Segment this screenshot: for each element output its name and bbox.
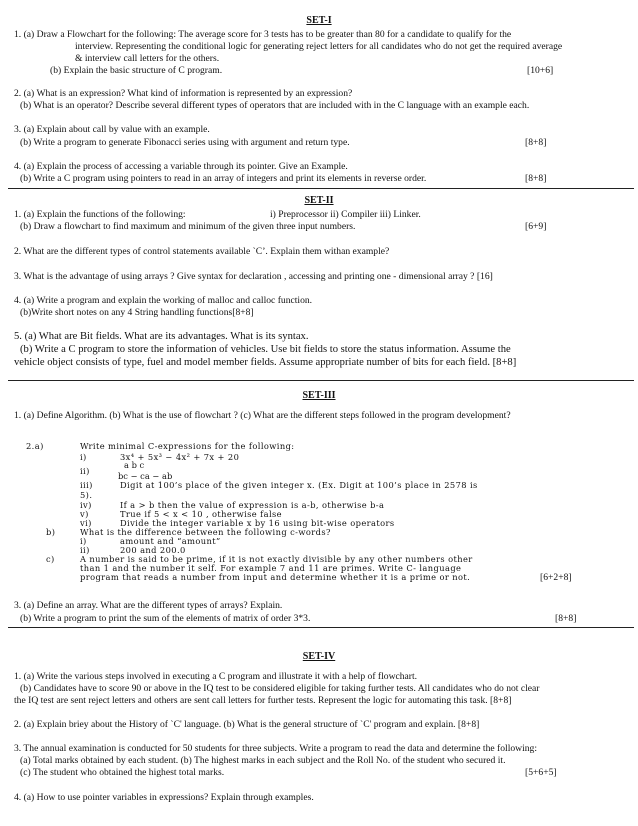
set-1-q1a-line-2: interview. Representing the conditional logic for generating reject letters for all candidates who do not get the required average [75, 41, 563, 52]
set-3-q2-vi-num: vi) [80, 518, 92, 528]
set-3-q2c-line-1: A number is said to be prime, if it is not exactly divisible by any other numbers other [80, 554, 473, 564]
set-2-heading: SET-II [304, 195, 334, 206]
set-2-q1b: (b) Draw a flowchart to find maximum and minimum of the given three input numbers. [20, 221, 356, 232]
set-4-q4: 4. (a) How to use pointer variables in expressions? Explain through examples. [14, 792, 314, 803]
section-divider [8, 188, 634, 189]
set-3-q2c-line-3: program that reads a number from input and determine whether it is a prime or not. [80, 572, 471, 582]
set-3-q2-v-num: v) [80, 509, 89, 519]
set-3-q2-vi: Divide the integer variable x by 16 using bit-wise operators [120, 518, 395, 528]
set-3-q2c-line-2: than 1 and the number it self. For example 7 and 11 are primes. Write C- language [80, 563, 462, 573]
set-3-q2b-i: amount and “amount” [120, 536, 221, 546]
set-3-q2b-ii: 200 and 200.0 [120, 545, 186, 555]
set-1-heading: SET-I [306, 15, 332, 26]
set-1-q4-marks: [8+8] [525, 173, 547, 184]
set-2-q1a-items: i) Preprocessor ii) Compiler iii) Linker. [270, 209, 421, 220]
set-2-q1-marks: [6+9] [525, 221, 547, 232]
set-1-q4b: (b) Write a C program using pointers to read in an array of integers and print its elements in reverse order. [20, 173, 427, 184]
set-1-q3a: 3. (a) Explain about call by value with an example. [14, 124, 210, 135]
set-1-q2b: (b) What is an operator? Describe several different types of operators that are included with in the C language with an example each. [20, 100, 530, 111]
set-3-q2-v: True if 5 < x < 10 , otherwise false [120, 509, 282, 519]
set-3-q2-ii-num: ii) [80, 466, 90, 476]
set-2-q1a: 1. (a) Explain the functions of the following: [14, 209, 186, 220]
set-2-q2: 2. What are the different types of control statements available `C’. Explain them withan example? [14, 246, 390, 257]
set-3-q2-iv-num: iv) [80, 500, 92, 510]
set-4-q3c: (c) The student who obtained the highest total marks. [20, 767, 225, 778]
set-3-q2-label: 2.a) [26, 441, 44, 451]
set-1-q1-marks: [10+6] [527, 65, 554, 76]
set-3-q2-iii: Digit at 100’s place of the given integer x. (Ex. Digit at 100’s place in 2578 is [120, 480, 478, 490]
set-4-q1c: the IQ test are sent reject letters and others are sent call letters for further tests. Represent the logic for automating this task. [8+8] [14, 695, 512, 706]
set-3-q2-ii-numerators: a b c [124, 460, 145, 470]
set-4-q3a: (a) Total marks obtained by each student. (b) The highest marks in each subject and the Roll No. of the student who secured it. [20, 755, 506, 766]
set-2-q3: 3. What is the advantage of using arrays ? Give syntax for declaration , accessing and printing one - dimensional array ? [16] [14, 271, 493, 282]
set-3-q3a: 3. (a) Define an array. What are the different types of arrays? Explain. [14, 600, 283, 611]
set-3-q2b: What is the difference between the following c-words? [80, 527, 331, 537]
set-1-q3b: (b) Write a program to generate Fibonacci series using with argument and return type. [20, 137, 350, 148]
set-3-q2b-ii-num: ii) [80, 545, 90, 555]
set-1-q3-marks: [8+8] [525, 137, 547, 148]
set-3-q2b-i-num: i) [80, 536, 87, 546]
set-2-q4b: (b)Write short notes on any 4 String handling functions[8+8] [20, 307, 254, 318]
set-3-q2-iii-num: iii) [80, 480, 93, 490]
set-3-q3-marks: [8+8] [555, 613, 577, 624]
set-3-q2-iii-continued: 5). [80, 490, 93, 500]
section-divider [8, 627, 634, 628]
set-3-q2-marks: [6+2+8] [540, 572, 572, 583]
set-4-q2: 2. (a) Explain briey about the History of `C' language. (b) What is the general structure of `C' program and explain. [8+8] [14, 719, 480, 730]
set-3-q2b-label: b) [46, 527, 56, 537]
set-3-q2-i-expression: 3x⁴ + 5x³ − 4x² + 7x + 20 [120, 452, 240, 462]
set-4-heading: SET-IV [302, 651, 336, 662]
set-3-heading: SET-III [302, 390, 336, 401]
set-3-q2-i-num: i) [80, 452, 87, 462]
set-1-q4a: 4. (a) Explain the process of accessing a variable through its pointer. Give an Example. [14, 161, 348, 172]
set-3-q2-intro: Write minimal C-expressions for the following: [80, 441, 295, 451]
set-3-q1: 1. (a) Define Algorithm. (b) What is the use of flowchart ? (c) What are the different steps followed in the program development? [14, 410, 511, 421]
set-3-q2c-label: c) [46, 554, 55, 564]
set-3-q2-iv: If a > b then the value of expression is a-b, otherwise b-a [120, 500, 385, 510]
section-divider [8, 380, 634, 381]
set-2-q5c: vehicle object consists of type, fuel and model member fields. Assume appropriate number of bits for each field. [8+8] [14, 357, 517, 368]
set-1-q2a: 2. (a) What is an expression? What kind of information is represented by an expression? [14, 88, 353, 99]
set-4-q1b: (b) Candidates have to score 90 or above in the IQ test to be considered eligible for taking further tests. All candidates who do not clear [20, 683, 540, 694]
set-3-q3b: (b) Write a program to print the sum of the elements of matrix of order 3*3. [20, 613, 311, 624]
set-1-q1a-line-1: 1. (a) Draw a Flowchart for the following: The average score for 3 tests has to be greater than 80 for a candidate to qualify for the [14, 29, 512, 40]
set-1-q1a-line-3: & interview call letters for the others. [75, 53, 220, 64]
set-4-q3-marks: [5+6+5] [525, 767, 557, 778]
set-3-q2-ii-denominators: bc − ca − ab [118, 471, 173, 481]
set-2-q4a: 4. (a) Write a program and explain the working of malloc and calloc function. [14, 295, 313, 306]
set-1-q1b: (b) Explain the basic structure of C program. [50, 65, 223, 76]
set-4-q3: 3. The annual examination is conducted for 50 students for three subjects. Write a program to read the data and determine the following: [14, 743, 538, 754]
set-2-q5b: (b) Write a C program to store the information of vehicles. Use bit fields to store the status information. Assume the [20, 344, 511, 355]
set-2-q5a: 5. (a) What are Bit fields. What are its advantages. What is its syntax. [14, 331, 309, 342]
set-4-q1a: 1. (a) Write the various steps involved in executing a C program and illustrate it with a help of flowchart. [14, 671, 418, 682]
